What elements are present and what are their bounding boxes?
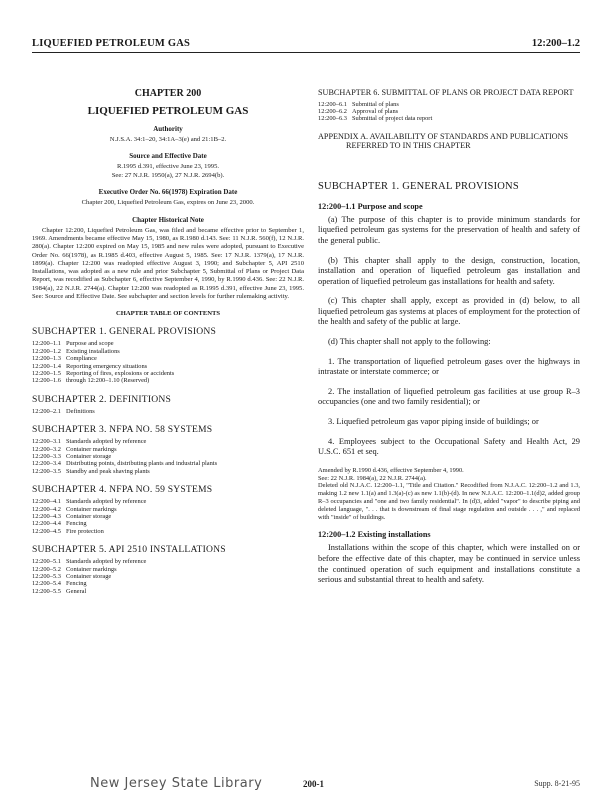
- subchapter-1-heading: SUBCHAPTER 1. GENERAL PROVISIONS: [318, 180, 519, 192]
- source-text: R.1995 d.391, effective June 23, 1995. See: 27 N.J.R. 1950(a), 27 N.J.R. 2694(b).: [111, 163, 225, 179]
- library-watermark: New Jersey State Library: [90, 776, 263, 791]
- toc-section-title: Standards adopted by reference: [66, 558, 147, 566]
- toc-section-title: Reporting emergency situations: [66, 362, 148, 370]
- toc-section-number: 12:200–6.3: [318, 115, 347, 123]
- toc-subchapter-heading: SUBCHAPTER 2. DEFINITIONS: [32, 393, 172, 405]
- toc-section-number: 12:200–1.3: [32, 355, 61, 363]
- toc-section-title: Approval of plans: [352, 107, 399, 115]
- toc-section-title: Container markings: [66, 505, 117, 513]
- toc-subchapter-items: [32, 558, 304, 595]
- toc-section-number: 12:200–4.5: [32, 527, 61, 535]
- toc-row: [32, 528, 304, 535]
- toc-section-title: Fencing: [66, 520, 87, 528]
- toc-section-title: Standards adopted by reference: [66, 498, 147, 506]
- toc-subchapter-heading: SUBCHAPTER 3. NFPA NO. 58 SYSTEMS: [32, 424, 213, 436]
- toc-section-title: Container storage: [66, 512, 112, 520]
- toc-section-title: Container markings: [66, 445, 117, 453]
- toc-row: [32, 348, 304, 355]
- toc-row: [32, 468, 304, 475]
- right-column: [318, 88, 580, 595]
- toc-row: [32, 513, 304, 520]
- section-1-1-paragraph: (a) The purpose of this chapter is to provide minimum standards for liquefied petroleum gas systems for the preservation of health and safety of the general public.: [318, 214, 580, 245]
- toc-section-number: 12:200–4.1: [32, 498, 61, 506]
- toc-row: [32, 377, 304, 384]
- toc-subchapter-items: [32, 438, 304, 475]
- section-1-2-body: Installations within the scope of this chapter, which were installed on or before the effective date of this chapter, may be continued in service unless the continued operation of such equipment and installations constitute a serious and substantial threat to health and safety.: [318, 543, 580, 585]
- toc-section-number: 12:200–1.4: [32, 362, 61, 370]
- toc-section-number: 12:200–3.4: [32, 460, 61, 468]
- chapter-table-of-contents: [32, 326, 304, 595]
- toc-subchapter-heading: SUBCHAPTER 1. GENERAL PROVISIONS: [32, 326, 217, 338]
- appendix-title: APPENDIX A. AVAILABILITY OF STANDARDS AND PUBLICATIONS REFERRED TO IN THIS CHAPTER: [318, 131, 569, 151]
- toc-section-title: Purpose and scope: [66, 340, 114, 348]
- toc-section-title: Definitions: [66, 407, 95, 415]
- toc-row: [32, 506, 304, 513]
- authority-label: Authority: [153, 125, 183, 133]
- history-label: Chapter Historical Note: [132, 215, 204, 224]
- toc-row: [32, 566, 304, 573]
- toc-subchapter-items: [32, 498, 304, 535]
- toc-section-number: 12:200–1.6: [32, 377, 61, 385]
- toc-row: [32, 363, 304, 370]
- toc-row: [32, 355, 304, 362]
- toc-row: [32, 438, 304, 445]
- toc-section-number: 12:200–6.1: [318, 100, 347, 108]
- toc-section-number: 12:200–3.3: [32, 452, 61, 460]
- supplement-date: Supp. 8-21-95: [534, 779, 580, 788]
- toc-section-number: 12:200–5.5: [32, 587, 61, 595]
- toc-row: [32, 340, 304, 347]
- toc-section-title: Standards adopted by reference: [66, 438, 147, 446]
- toc-label: CHAPTER TABLE OF CONTENTS: [115, 310, 221, 318]
- toc-section-title: Container storage: [66, 573, 112, 581]
- toc-section-number: 12:200–5.2: [32, 565, 61, 573]
- toc-section-title: Submittal of project data report: [352, 115, 433, 123]
- toc-row: [32, 588, 304, 595]
- toc-section-title: Existing installations: [66, 347, 120, 355]
- toc-row: [318, 115, 580, 122]
- toc-subchapter-items: [32, 340, 304, 384]
- section-1-1-paragraph: (d) This chapter shall not apply to the following:: [328, 337, 491, 347]
- authority-text: N.J.S.A. 34:1–20, 34:1A–3(e) and 21:1B–2.: [109, 136, 227, 143]
- toc-section-number: 12:200–1.1: [32, 340, 61, 348]
- toc-row: [32, 453, 304, 460]
- toc-section-title: Standby and peak shaving plants: [66, 467, 150, 475]
- toc-section-number: 12:200–5.1: [32, 558, 61, 566]
- source-label: Source and Effective Date: [129, 152, 207, 161]
- toc-section-number: 12:200–1.5: [32, 369, 61, 377]
- header-section-number: 12:200–1.2: [531, 38, 580, 49]
- toc-section-number: 12:200–3.1: [32, 438, 61, 446]
- section-1-1-paragraph: 4. Employees subject to the Occupational Safety and Health Act, 29 U.S.C. 651 et seq.: [318, 436, 580, 457]
- section-1-1-paragraph: 2. The installation of liquefied petroleum gas facilities at use group R–3 occupancies (one and two family residential); or: [318, 386, 580, 407]
- toc-row: [32, 498, 304, 505]
- left-column: [32, 88, 304, 604]
- toc-row: [32, 580, 304, 587]
- exec-order-label: Executive Order No. 66(1978) Expiration Date: [98, 188, 238, 197]
- toc-section-number: 12:200–3.2: [32, 445, 61, 453]
- toc-row: [32, 408, 304, 415]
- toc-section-title: Fire protection: [66, 527, 104, 535]
- toc-section-title: Container markings: [66, 565, 117, 573]
- toc-section-number: 12:200–2.1: [32, 407, 61, 415]
- toc-section-number: 12:200–4.3: [32, 512, 61, 520]
- toc-row: [318, 101, 580, 108]
- section-1-2-title: 12:200–1.2 Existing installations: [318, 530, 431, 540]
- chapter-name: LIQUEFIED PETROLEUM GAS: [87, 105, 249, 117]
- header-title: LIQUEFIED PETROLEUM GAS: [32, 38, 191, 49]
- section-1-1-paragraph: 3. Liquefied petroleum gas vapor piping inside of buildings; or: [328, 417, 539, 427]
- section-1-1-paragraph: (b) This chapter shall apply to the design, construction, location, installation and operation of liquefied petroleum gas installation and operation of liquefied petroleum gas installations for health and safety.: [318, 255, 580, 286]
- toc-section-title: General: [66, 587, 87, 595]
- toc-subchapter-heading: SUBCHAPTER 4. NFPA NO. 59 SYSTEMS: [32, 484, 213, 496]
- toc-section-title: Container storage: [66, 452, 112, 460]
- toc-section-title: through 12:200–1.10 (Reserved): [66, 377, 150, 385]
- chapter-number: CHAPTER 200: [134, 88, 202, 99]
- toc-section-number: 12:200–4.2: [32, 505, 61, 513]
- toc-section-number: 12:200–5.4: [32, 580, 61, 588]
- section-1-1-paragraph: 1. The transportation of liquefied petroleum gases over the highways in intrastate or interstate commerce; or: [318, 356, 580, 377]
- history-text: Chapter 12:200, Liquefied Petroleum Gas, was filed and became effective prior to September 1, 1969. Amendments became effective May 15, 1980, as R.1980 d.143. See: 11 N.J.R. 560(f), 12 N.J.R. 280(a). Chapter 12:200 expired on May 15, 1985 and new rules were adopted, pursuant to Executive Order No. 66(1978), as R.1985 d.403, effective August 5, 1985. See: 17 N.J.R. 1379(a), 17 N.J.R. 1899(a). Chapter 12:200 was readopted effective August 3, 1990; and Subchapter 5, API 2510 Installations, was adopted as a new rule and prior Subchapter 5, Submittal of Plans or Project Data Report, was recodified as Subchapter 6, effective September 4, 1990, by R.1990 d.436. See: 22 N.J.R. 1984(a), 22 N.J.R. 2744(a). Chapter 12:200 was readopted as R.1995 d.391, effective June 23, 1995. See: Source and Effective Date. See subchapter and section levels for further rulemaking activity.: [32, 226, 304, 300]
- toc-row: [32, 558, 304, 565]
- toc-section-title: Compliance: [66, 355, 97, 363]
- exec-order-text: Chapter 200, Liquefied Petroleum Gas, expires on June 23, 2000.: [81, 199, 255, 207]
- toc-section-number: 12:200–1.2: [32, 347, 61, 355]
- toc-row: [32, 573, 304, 580]
- subchapter-6-contents: [318, 101, 580, 123]
- toc-section-number: 12:200–3.5: [32, 467, 61, 475]
- toc-section-number: 12:200–5.3: [32, 573, 61, 581]
- toc-row: [32, 370, 304, 377]
- toc-subchapter-items: [32, 408, 304, 415]
- section-1-1-body: [318, 215, 580, 458]
- section-1-1-history-note: Amended by R.1990 d.436, effective September 4, 1990. See: 22 N.J.R. 1984(a), 22 N.J.R. 2744(a). Deleted old N.J.A.C. 12:200–1.1, "Title and Citation." Recodified from N.J.A.C. 12:200–1.2 and 1.3, making 1.2 new 1.1(a) and 1.3(a)-(c) as new 1.1(b)-(d). In new N.J.A.C. 12:200–1.1(d)2, added group R–3 occupancies and "one and two family residential". In (d)3, added "vapor" to describe piping and deleted language, ". . . that is downstream of final stage regulation and outside . . . ," and replaced with "inside" of buildings.: [318, 466, 580, 521]
- toc-subchapter-heading: SUBCHAPTER 5. API 2510 INSTALLATIONS: [32, 544, 226, 556]
- page-number: 200-1: [303, 779, 324, 789]
- running-header: [32, 38, 580, 53]
- toc-section-title: Submittal of plans: [352, 100, 399, 108]
- toc-section-title: Fencing: [66, 580, 87, 588]
- toc-row: [32, 520, 304, 527]
- toc-section-number: 12:200–4.4: [32, 520, 61, 528]
- toc-row: [32, 460, 304, 467]
- section-1-1-paragraph: (c) This chapter shall apply, except as provided in (d) below, to all liquefied petroleum gas systems at places of employment for the protection of the health and safety of the public at large.: [318, 296, 580, 327]
- toc-section-number: 12:200–6.2: [318, 107, 347, 115]
- section-1-1-title: 12:200–1.1 Purpose and scope: [318, 201, 423, 211]
- toc-row: [318, 108, 580, 115]
- toc-section-title: Reporting of fires, explosions or accidents: [66, 369, 175, 377]
- toc-section-title: Distributing points, distributing plants and industrial plants: [66, 460, 218, 468]
- toc-row: [32, 446, 304, 453]
- subchapter-6-title: SUBCHAPTER 6. SUBMITTAL OF PLANS OR PROJECT DATA REPORT: [318, 88, 574, 97]
